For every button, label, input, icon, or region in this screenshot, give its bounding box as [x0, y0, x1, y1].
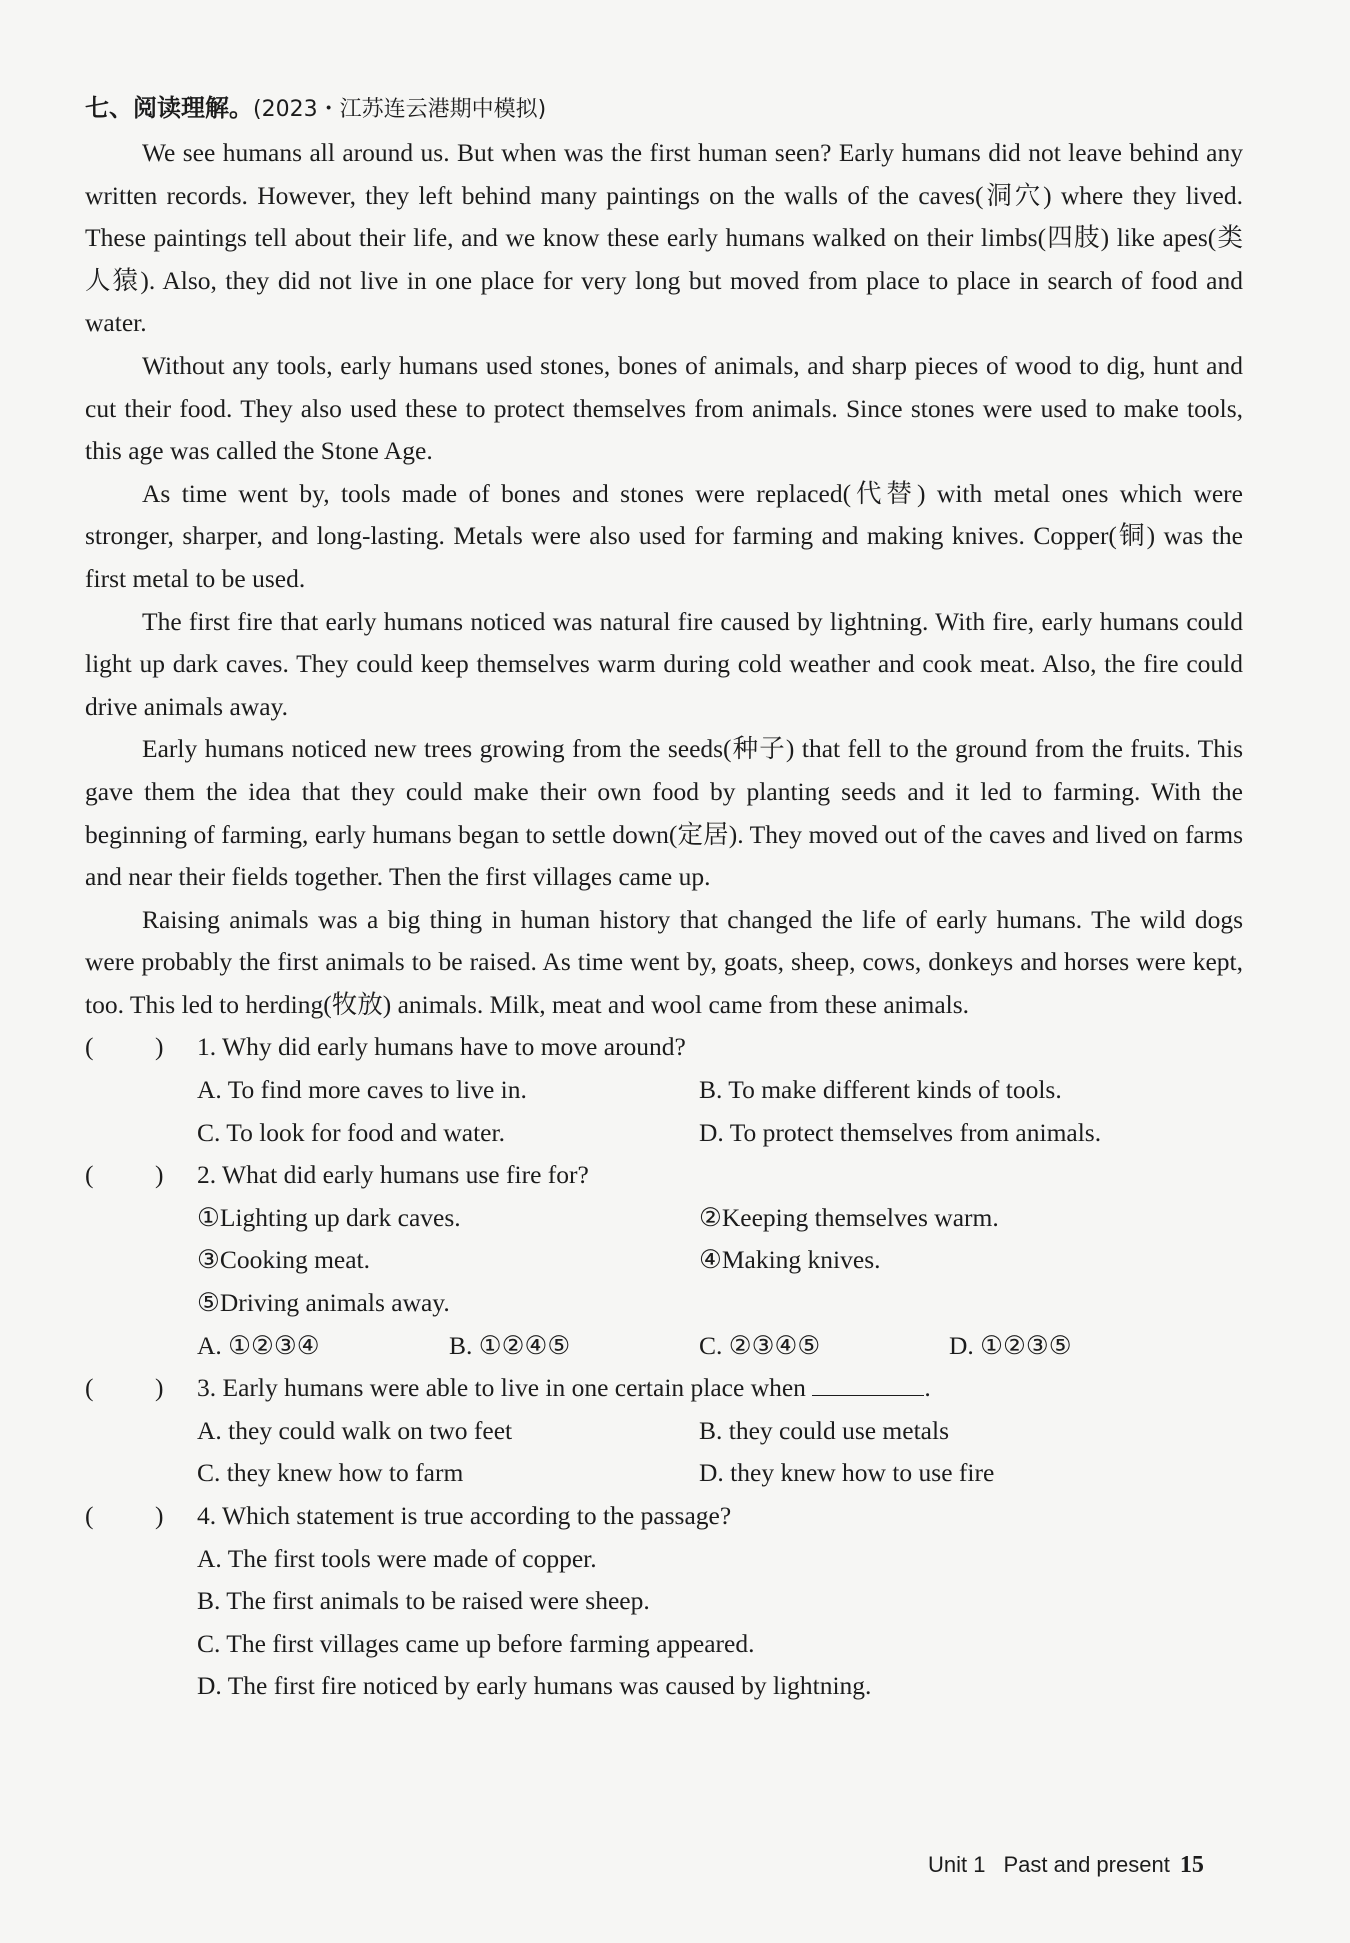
section-heading	[85, 88, 1243, 130]
question-stem: 4. Which statement is true according to the passage?	[197, 1501, 732, 1530]
exercise-section	[85, 88, 1243, 1708]
answer-paren-close: )	[155, 1032, 164, 1062]
question-stem: 1. Why did early humans have to move around?	[197, 1032, 686, 1062]
item-5: ⑤Driving animals away.	[197, 1288, 450, 1318]
page-footer	[928, 1852, 1204, 1879]
stem-end: .	[924, 1373, 931, 1403]
question-2-items	[85, 1197, 1243, 1282]
passage-paragraph: Raising animals was a big thing in human history that changed the life of early humans. The wild dogs were probably the first animals to be raised. As time went by, goats, sheep, cows, donkeys and horses were kept, too. This led to herding(牧放) animals. Milk, meat and wool came from these animals.	[85, 904, 1243, 1019]
item-2: ②Keeping themselves warm.	[699, 1202, 999, 1232]
option-c: C. ②③④⑤	[699, 1330, 821, 1360]
item-1: ①Lighting up dark caves.	[197, 1202, 461, 1232]
option-c: C. The first villages came up before farming appeared.	[197, 1628, 755, 1658]
question-stem: 3. Early humans were able to live in one certain place when	[197, 1373, 806, 1403]
option-d: D. The first fire noticed by early humans was caused by lightning.	[197, 1671, 872, 1701]
answer-paren-open: (	[85, 1373, 94, 1403]
passage-paragraph: As time went by, tools made of bones and stones were replaced(代替) with metal ones which were stronger, sharper, and long-lasting. Metals were also used for farming and making knives. Copper(铜) was the first metal to be used.	[85, 478, 1243, 593]
section-title: 七、阅读理解。	[85, 94, 253, 122]
option-b: B. To make different kinds of tools.	[699, 1075, 1062, 1105]
option-b: B. The first animals to be raised were sheep.	[197, 1586, 650, 1616]
option-c: C. they knew how to farm	[197, 1458, 464, 1488]
question-2-options	[85, 1325, 1243, 1368]
option-d: D. they knew how to use fire	[699, 1458, 995, 1488]
option-b: B. they could use metals	[699, 1415, 949, 1445]
answer-paren-close: )	[155, 1501, 164, 1530]
option-a: A. they could walk on two feet	[197, 1415, 513, 1445]
option-a: A. The first tools were made of copper.	[197, 1543, 597, 1573]
item-3: ③Cooking meat.	[197, 1245, 371, 1275]
option-b: B. ①②④⑤	[449, 1330, 571, 1360]
question-2	[85, 1154, 1243, 1197]
option-d: D. To protect themselves from animals.	[699, 1117, 1102, 1147]
option-a: A. To find more caves to live in.	[197, 1075, 527, 1105]
footer-unit: Unit 1	[928, 1852, 986, 1877]
question-4	[85, 1495, 1243, 1538]
answer-blank[interactable]	[812, 1369, 924, 1396]
question-3	[85, 1367, 1243, 1410]
answer-paren-open: (	[85, 1160, 94, 1190]
answer-paren-open: (	[85, 1501, 94, 1530]
option-a: A. ①②③④	[197, 1330, 320, 1360]
footer-title: Past and present	[1003, 1852, 1170, 1877]
question-1	[85, 1026, 1243, 1069]
answer-paren-open: (	[85, 1032, 94, 1062]
question-3-options	[85, 1410, 1243, 1495]
option-c: C. To look for food and water.	[197, 1117, 505, 1147]
passage-paragraph: We see humans all around us. But when was the first human seen? Early humans did not leave behind any written records. However, they left behind many paintings on the walls of the caves(洞穴) where they lived. These paintings tell about their life, and we know these early humans walked on their limbs(四肢) like apes(类人猿). Also, they did not live in one place for very long but moved from place to place in search of food and water.	[85, 138, 1243, 338]
page-number: 15	[1179, 1852, 1204, 1878]
option-d: D. ①②③⑤	[949, 1330, 1072, 1360]
question-1-options	[85, 1069, 1243, 1154]
passage-paragraph: The first fire that early humans noticed was natural fire caused by lightning. With fire, early humans could light up dark caves. They could keep themselves warm during cold weather and cook meat. Also, the fire could drive animals away.	[85, 606, 1243, 721]
question-stem: 2. What did early humans use fire for?	[197, 1160, 589, 1190]
passage-paragraph: Early humans noticed new trees growing from the seeds(种子) that fell to the ground from the fruits. This gave them the idea that they could make their own food by planting seeds and it led to farming. With the beginning of farming, early humans began to settle down(定居). They moved out of the caves and lived on farms and near their fields together. Then the first villages came up.	[85, 734, 1243, 892]
item-4: ④Making knives.	[699, 1245, 881, 1275]
section-source: (2023・江苏连云港期中模拟)	[253, 97, 547, 122]
passage-paragraph: Without any tools, early humans used stones, bones of animals, and sharp pieces of wood to dig, hunt and cut their food. They also used these to protect themselves from animals. Since stones were used to make tools, this age was called the Stone Age.	[85, 350, 1243, 466]
answer-paren-close: )	[155, 1160, 164, 1190]
answer-paren-close: )	[155, 1373, 164, 1403]
